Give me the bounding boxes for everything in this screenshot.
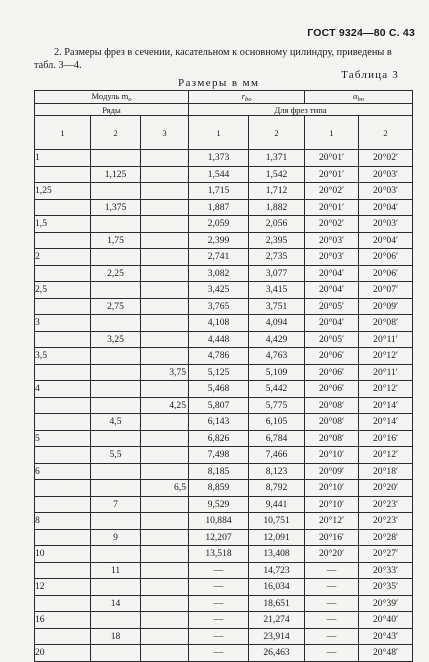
table-cell: 20°28′ [359,529,413,546]
column-number-header: 1 [35,116,91,150]
table-cell: 6,105 [249,414,305,431]
table-cell: 8,792 [249,480,305,497]
table-cell [91,282,141,299]
table-cell: 20°40′ [359,612,413,629]
table-cell [141,645,189,662]
table-cell: 12 [35,579,91,596]
table-cell [141,628,189,645]
table-cell: 20°05′ [305,331,359,348]
table-cell [91,579,141,596]
table-cell: 3 [35,315,91,332]
table-cell: 20°20′ [359,480,413,497]
table-cell: 4,094 [249,315,305,332]
table-cell: 3,415 [249,282,305,299]
table-cell: 20°11′ [359,364,413,381]
table-cell: 7,498 [189,447,249,464]
table-label: Таблица 3 [341,69,399,81]
table-cell: 5,807 [189,397,249,414]
table-cell [35,628,91,645]
table-title: Размеры в мм [178,77,260,89]
table-cell [35,298,91,315]
table-row [35,364,413,381]
table-cell: 1,882 [249,199,305,216]
rows-header: Ряды [35,104,189,116]
table-cell [141,232,189,249]
table-cell: 16,034 [249,579,305,596]
table-cell: 3,75 [141,364,189,381]
table-cell [91,430,141,447]
table-cell: 20°12′ [359,381,413,398]
table-cell: 4,108 [189,315,249,332]
table-cell [35,364,91,381]
table-cell: 3,077 [249,265,305,282]
table-cell: 5,775 [249,397,305,414]
table-cell [141,216,189,233]
table-cell: 20°04′ [359,232,413,249]
table-cell: 20°10′ [305,447,359,464]
table-cell: 20°48′ [359,645,413,662]
table-cell [35,496,91,513]
table-row [35,612,413,629]
table-cell: 3,082 [189,265,249,282]
table-cell: 20°14′ [359,414,413,431]
table-row [35,249,413,266]
table-cell: 20°23′ [359,496,413,513]
table-cell: 1,371 [249,150,305,167]
table-cell: 21,274 [249,612,305,629]
table-cell [91,612,141,629]
table-cell [35,166,91,183]
table-cell: 4,5 [91,414,141,431]
table-cell: 3,25 [91,331,141,348]
table-cell: 5,109 [249,364,305,381]
rb-header: $r_{bo}$ [189,91,305,104]
table-cell: 20°08′ [359,315,413,332]
table-cell: 18 [91,628,141,645]
table-row [35,166,413,183]
table-cell: — [189,628,249,645]
table-cell: 20°04′ [359,199,413,216]
table-cell: 6,784 [249,430,305,447]
table-cell [35,480,91,497]
table-cell [35,199,91,216]
table-cell: 3,765 [189,298,249,315]
table-cell [141,546,189,563]
table-row [35,579,413,596]
table-cell: 20°33′ [359,562,413,579]
table-cell: 20°18′ [359,463,413,480]
table-cell: 9 [91,529,141,546]
table-cell: 20°08′ [305,414,359,431]
table-cell: 4,429 [249,331,305,348]
table-cell [91,381,141,398]
table-cell: — [189,595,249,612]
column-number-header: 2 [91,116,141,150]
table-cell: — [189,562,249,579]
table-cell [141,496,189,513]
table-cell [141,579,189,596]
table-cell: 20°06′ [359,265,413,282]
table-row [35,463,413,480]
table-cell: 4,448 [189,331,249,348]
table-row [35,199,413,216]
table-cell: 20°10′ [305,496,359,513]
table-row [35,216,413,233]
table-row [35,150,413,167]
column-number-header: 1 [189,116,249,150]
table-cell: — [189,579,249,596]
table-cell: 20°04′ [305,282,359,299]
table-cell: 2,395 [249,232,305,249]
table-cell [141,447,189,464]
table-cell: 5 [35,430,91,447]
table-cell: 20°20′ [305,546,359,563]
table-row [35,562,413,579]
table-cell: — [305,562,359,579]
table-cell: 20°03′ [359,183,413,200]
table-cell: 20°11′ [359,331,413,348]
table-cell: 1,712 [249,183,305,200]
table-cell [141,595,189,612]
table-cell: 20°27′ [359,546,413,563]
table-cell [141,315,189,332]
table-row [35,331,413,348]
table-row [35,513,413,530]
table-cell: 4 [35,381,91,398]
table-cell [91,397,141,414]
table-cell: 20°23′ [359,513,413,530]
table-cell: 20°04′ [305,315,359,332]
table-cell [91,513,141,530]
table-cell: 20 [35,645,91,662]
table-row [35,447,413,464]
table-cell: 20°04′ [305,265,359,282]
table-cell: 3,5 [35,348,91,365]
table-cell [141,612,189,629]
table-cell: 8 [35,513,91,530]
table-row [35,546,413,563]
table-cell: 10,884 [189,513,249,530]
table-cell: 20°16′ [359,430,413,447]
table-cell: 12,207 [189,529,249,546]
table-cell [91,249,141,266]
table-cell: 1 [35,150,91,167]
table-cell [91,364,141,381]
table-cell: 20°39′ [359,595,413,612]
table-cell [91,183,141,200]
table-cell: 14,723 [249,562,305,579]
table-row [35,529,413,546]
table-cell: — [305,579,359,596]
table-cell: 20°01′ [305,199,359,216]
table-cell: 20°07′ [359,282,413,299]
table-cell [35,232,91,249]
table-cell: 1,5 [35,216,91,233]
table-cell: 20°06′ [305,348,359,365]
table-cell: 20°43′ [359,628,413,645]
table-cell [141,150,189,167]
table-cell: 10,751 [249,513,305,530]
table-cell: 5,5 [91,447,141,464]
table-cell: 20°03′ [359,216,413,233]
table-cell: 2,741 [189,249,249,266]
table-cell: 20°12′ [305,513,359,530]
table-cell: — [305,645,359,662]
table-cell: 2 [35,249,91,266]
table-cell [141,183,189,200]
module-header: Модуль $m_o$ [35,91,189,104]
table-cell [35,529,91,546]
table-cell [91,645,141,662]
table-cell [35,331,91,348]
table-cell: 12,091 [249,529,305,546]
table-cell: 20°35′ [359,579,413,596]
alpha-header: $\alpha_{bo}$ [305,91,413,104]
table-cell: 20°03′ [359,166,413,183]
table-cell [91,546,141,563]
table-cell: 2,399 [189,232,249,249]
column-number-header: 3 [141,116,189,150]
table-row [35,480,413,497]
table-cell: 5,125 [189,364,249,381]
table-cell: 8,123 [249,463,305,480]
table-row [35,397,413,414]
table-cell [35,562,91,579]
table-cell [91,150,141,167]
table-cell [91,348,141,365]
table-row [35,232,413,249]
table-cell: 1,375 [91,199,141,216]
table-cell: 20°12′ [359,348,413,365]
table-cell: 2,5 [35,282,91,299]
table-cell: 4,763 [249,348,305,365]
table-cell: 20°02′ [305,183,359,200]
table-row [35,595,413,612]
table-cell: 23,914 [249,628,305,645]
table-cell [91,463,141,480]
table-cell: 20°09′ [359,298,413,315]
table-row [35,645,413,662]
table-cell [35,265,91,282]
table-cell: 6 [35,463,91,480]
table-cell: 6,5 [141,480,189,497]
table-cell: 20°06′ [359,249,413,266]
table-cell: — [189,612,249,629]
table-cell: 13,408 [249,546,305,563]
intro-paragraph: 2. Размеры фрез в сечении, касательном к основному цилиндру, приведены в табл. 3—4. [34,47,392,71]
table-cell [141,298,189,315]
dimensions-table [34,90,413,662]
table-row [35,298,413,315]
table-cell [141,414,189,431]
table-cell: 20°06′ [305,381,359,398]
table-cell: 2,735 [249,249,305,266]
table-cell [141,430,189,447]
table-cell [141,513,189,530]
table-row [35,414,413,431]
table-cell: 20°09′ [305,463,359,480]
table-cell: 9,529 [189,496,249,513]
table-row [35,628,413,645]
table-cell: 1,125 [91,166,141,183]
table-cell [141,331,189,348]
table-cell: 3,425 [189,282,249,299]
table-row [35,183,413,200]
table-cell [141,249,189,266]
table-cell: 1,25 [35,183,91,200]
table-cell: 1,75 [91,232,141,249]
table-cell [35,414,91,431]
table-cell: 9,441 [249,496,305,513]
table-cell: 4,25 [141,397,189,414]
table-cell: 7,466 [249,447,305,464]
table-cell [141,265,189,282]
table-cell [35,397,91,414]
table-row [35,381,413,398]
table-cell: 7 [91,496,141,513]
table-cell: 20°03′ [305,249,359,266]
cutter-type-header: Для фрез типа [189,104,413,116]
table-cell: 20°03′ [305,232,359,249]
table-cell [141,529,189,546]
table-cell: 2,25 [91,265,141,282]
table-cell: 26,463 [249,645,305,662]
table-cell: 20°12′ [359,447,413,464]
table-cell [35,595,91,612]
table-cell: 11 [91,562,141,579]
table-cell: 20°02′ [359,150,413,167]
table-cell [35,447,91,464]
table-cell [141,562,189,579]
table-cell: 10 [35,546,91,563]
column-number-header: 2 [249,116,305,150]
table-cell: 20°01′ [305,166,359,183]
table-cell: — [305,628,359,645]
table-cell [141,348,189,365]
table-cell [141,463,189,480]
table-cell: 20°08′ [305,430,359,447]
table-cell [141,166,189,183]
table-cell: 2,059 [189,216,249,233]
table-row [35,348,413,365]
table-row [35,496,413,513]
table-row [35,315,413,332]
table-cell: 8,859 [189,480,249,497]
table-cell: 16 [35,612,91,629]
table-cell: 1,715 [189,183,249,200]
table-cell: 20°01′ [305,150,359,167]
table-cell: 13,518 [189,546,249,563]
page-header: ГОСТ 9324—80 С. 43 [307,27,415,39]
table-cell: 1,373 [189,150,249,167]
table-cell: 18,651 [249,595,305,612]
table-cell [141,199,189,216]
table-cell [91,315,141,332]
table-cell: 8,185 [189,463,249,480]
table-cell [91,216,141,233]
column-number-header: 1 [305,116,359,150]
table-cell: 1,887 [189,199,249,216]
table-row [35,430,413,447]
table-cell: 1,544 [189,166,249,183]
table-row [35,265,413,282]
column-number-header: 2 [359,116,413,150]
table-cell: 2,056 [249,216,305,233]
table-cell: 20°02′ [305,216,359,233]
table-cell [141,381,189,398]
table-cell: 5,442 [249,381,305,398]
table-row [35,282,413,299]
table-cell: 20°14′ [359,397,413,414]
table-cell: — [189,645,249,662]
table-cell: 6,143 [189,414,249,431]
table-cell: 3,751 [249,298,305,315]
table-cell: — [305,612,359,629]
table-cell: 20°10′ [305,480,359,497]
table-cell: 1,542 [249,166,305,183]
table-cell: 20°08′ [305,397,359,414]
table-cell: 5,468 [189,381,249,398]
table-cell [141,282,189,299]
table-cell: — [305,595,359,612]
table-cell [91,480,141,497]
table-cell: 20°05′ [305,298,359,315]
table-cell: 14 [91,595,141,612]
table-cell: 2,75 [91,298,141,315]
table-cell: 20°16′ [305,529,359,546]
table-cell: 4,786 [189,348,249,365]
table-cell: 20°06′ [305,364,359,381]
table-cell: 6,826 [189,430,249,447]
